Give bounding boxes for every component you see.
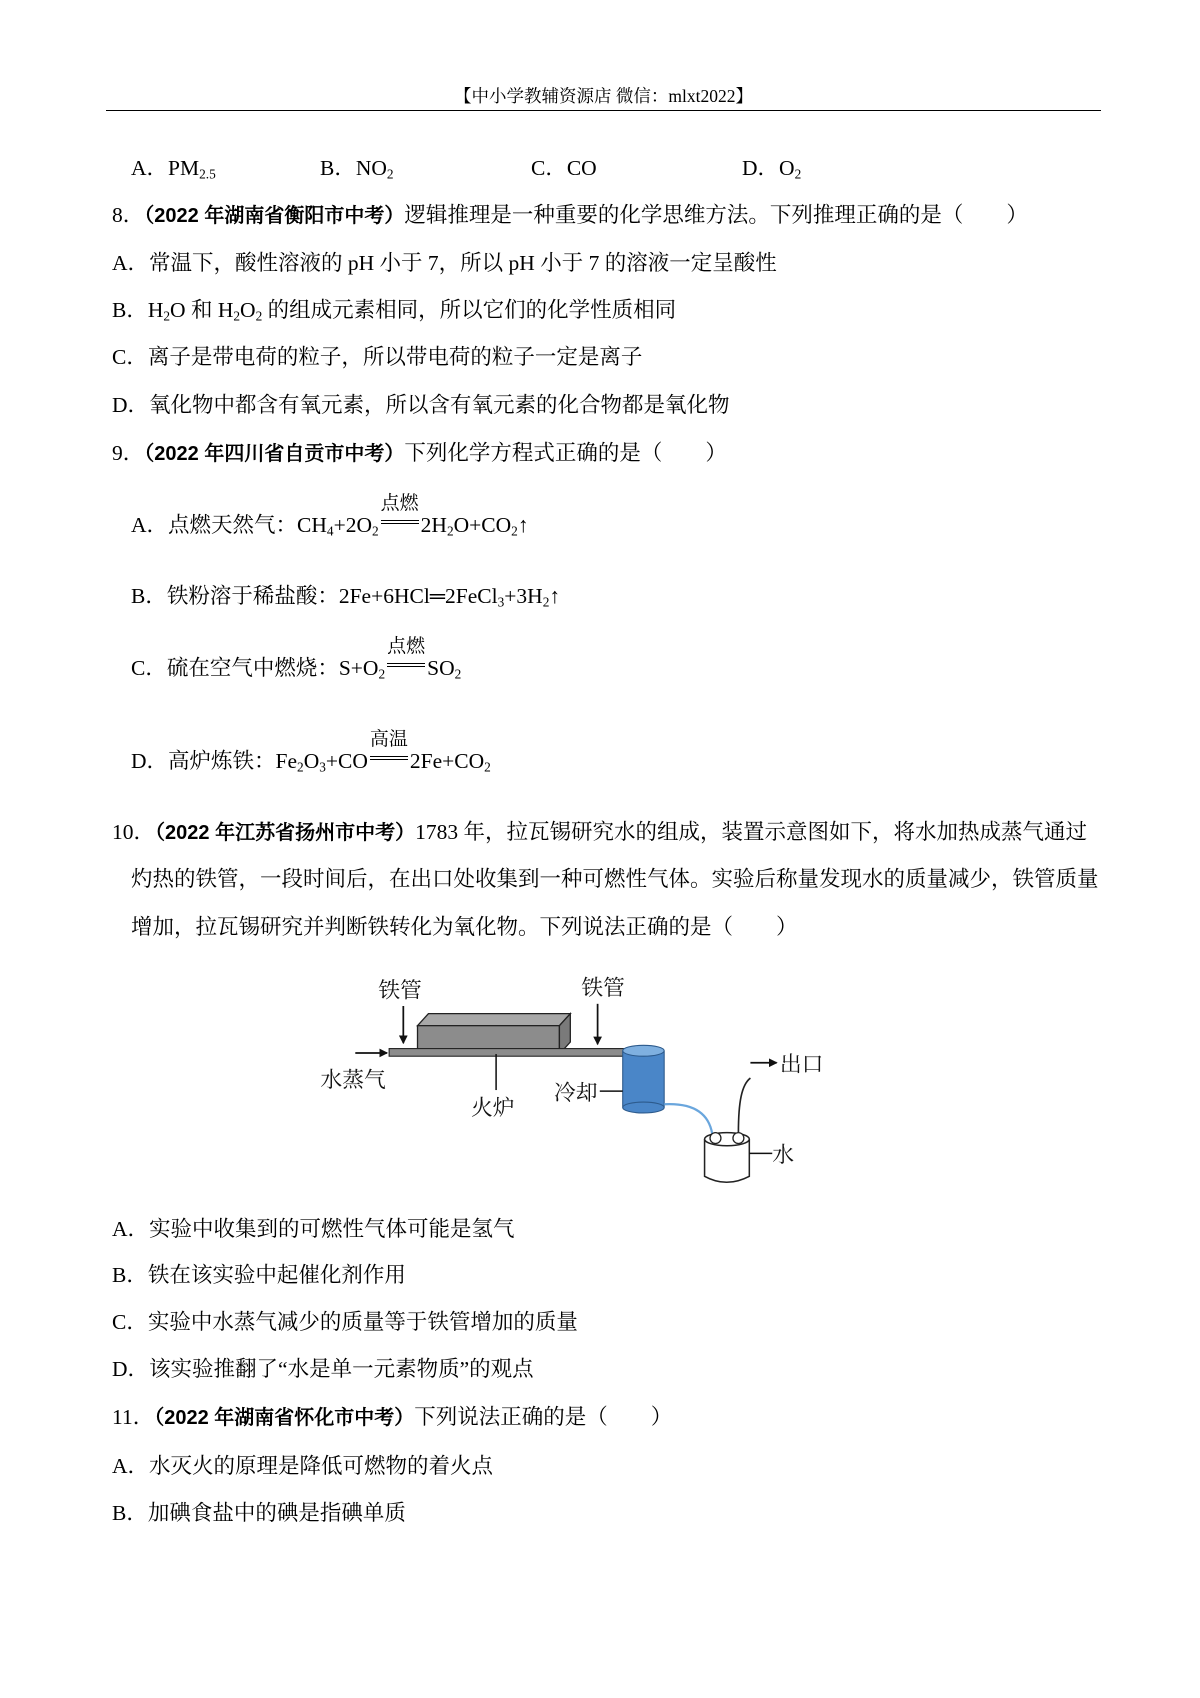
text-segment: B．铁粉溶于稀盐酸：2Fe+6HCl═2FeCl [131,584,498,608]
question-number: 9． [112,441,145,465]
text-segment: B．H [112,298,164,322]
subscript: 2.5 [199,166,216,182]
equals-sign [387,663,425,667]
question-10-stem-line-2: 灼热的铁管，一段时间后，在出口处收集到一种可燃性气体。实验后称量发现水的质量减少，铁管质量 [131,867,1099,891]
subscript: 2 [255,308,263,324]
question-11-stem [112,1402,672,1432]
text-segment: 的组成元素相同，所以它们的化学性质相同 [262,298,677,322]
text-segment: +2O [333,513,372,537]
connecting-tube [664,1104,712,1134]
cooler-body [623,1051,664,1108]
question-8-option-c: C．离子是带电荷的粒子，所以带电荷的粒子一定是离子 [112,345,643,369]
text-segment: 2Fe+CO [409,749,485,773]
text-segment: A．PM [131,156,200,180]
iron-pipe [389,1049,624,1057]
subscript: 3 [497,594,505,610]
question-text: 1783 年，拉瓦锡研究水的组成，装置示意图如下，将水加热成蒸气通过 [415,820,1087,844]
reaction-condition [387,636,426,683]
text-segment: +CO [325,749,368,773]
subscript: 2 [454,666,462,682]
question-9-option-c [131,636,462,683]
subscript: 2 [511,523,518,539]
question-8-stem [112,200,1028,230]
right-tube-label: 铁管 [581,976,625,1002]
text-segment: O+CO [453,513,512,537]
outlet-tube [738,1078,750,1133]
question-text: 下列说法正确的是（ ） [414,1405,673,1429]
text-segment: 2H [420,513,447,537]
question-10-option-c: C．实验中水蒸气减少的质量等于铁管增加的质量 [112,1310,578,1334]
question-11-option-a: A．水灭火的原理是降低可燃物的着火点 [112,1454,494,1478]
subscript: 2 [371,523,379,539]
question-number: 8． [112,203,145,227]
subscript: 3 [319,759,326,775]
question-9-option-d [131,729,491,776]
subscript: 2 [446,523,454,539]
question-number: 11． [112,1405,155,1429]
text-segment: ↑ [549,584,561,608]
question-10-option-b: B．铁在该实验中起催化剂作用 [112,1263,406,1287]
question-11-option-b: B．加碘食盐中的碘是指碘单质 [112,1501,406,1525]
q7-option-a [131,153,216,183]
question-number: 10． [112,820,156,844]
equals-sign [370,756,408,760]
cooler-bottom [623,1102,664,1113]
reaction-condition [380,493,419,540]
question-10-stem-line-1 [112,817,1087,847]
question-9-option-b [131,581,560,611]
question-8-option-d: D．氧化物中都含有氧元素，所以含有氧元素的化合物都是氧化物 [112,393,730,417]
question-source: （2022 年湖南省衡阳市中考） [144,205,405,227]
water-label: 水 [772,1143,795,1169]
question-10-option-a: A．实验中收集到的可燃性气体可能是氢气 [112,1217,515,1241]
question-source: （2022 年江苏省扬州市中考） [155,822,416,844]
reaction-condition [369,729,408,776]
question-9-option-a [131,493,529,540]
header-rule [106,110,1101,111]
subscript: 2 [542,594,550,610]
subscript: 2 [794,166,802,182]
page-header: 【中小学教辅资源店 微信：mlxt2022】 [454,86,753,106]
text-segment: D．高炉炼铁：Fe [131,749,298,773]
text-segment: ↑ [517,513,529,537]
subscript: 2 [378,666,386,682]
subscript: 2 [484,759,491,775]
furnace-label: 火炉 [471,1096,515,1122]
text-segment: O [240,298,256,322]
q7-option-d [742,153,801,183]
apparatus-diagram [316,960,829,1195]
subscript: 2 [297,759,304,775]
cooling-label: 冷却 [553,1080,598,1106]
bottle-inlet [710,1133,721,1144]
question-text: 逻辑推理是一种重要的化学思维方法。下列推理正确的是（ ） [404,203,1028,227]
subscript: 2 [233,308,241,324]
text-segment: D．O [742,156,795,180]
steam-label: 水蒸气 [320,1067,386,1093]
text-segment: SO [427,656,455,680]
question-source: （2022 年湖南省怀化市中考） [154,1407,415,1429]
question-text: 下列化学方程式正确的是（ ） [404,441,727,465]
cooler-top [623,1045,664,1056]
question-8-option-b [112,295,676,325]
left-tube-label: 铁管 [378,978,422,1004]
question-source: （2022 年四川省自贡市中考） [144,443,405,465]
question-8-option-a: A．常温下，酸性溶液的 pH 小于 7，所以 pH 小于 7 的溶液一定呈酸性 [112,251,777,275]
text-segment: C．CO [531,156,597,180]
text-segment: O [303,749,320,773]
condition-text: 点燃 [380,493,419,514]
furnace-top [418,1014,571,1026]
condition-text: 点燃 [387,636,426,657]
q7-option-b [320,153,394,183]
text-segment: C．硫在空气中燃烧：S+O [131,656,379,680]
subscript: 4 [326,523,334,539]
question-10-option-d: D．该实验推翻了“水是单一元素物质”的观点 [112,1357,534,1381]
text-segment: +3H [504,584,543,608]
subscript: 2 [163,308,171,324]
condition-text: 高温 [369,729,408,750]
subscript: 2 [386,166,394,182]
text-segment: A．点燃天然气：CH [131,513,327,537]
text-segment: B．NO [320,156,387,180]
question-10-stem-line-3: 增加，拉瓦锡研究并判断铁转化为氧化物。下列说法正确的是（ ） [131,915,798,939]
bottle-outlet [733,1133,744,1144]
question-9-stem [112,438,727,468]
q7-option-c [531,153,597,183]
equals-sign [381,520,419,524]
outlet-label: 出口 [779,1052,824,1078]
text-segment: O 和 H [170,298,234,322]
